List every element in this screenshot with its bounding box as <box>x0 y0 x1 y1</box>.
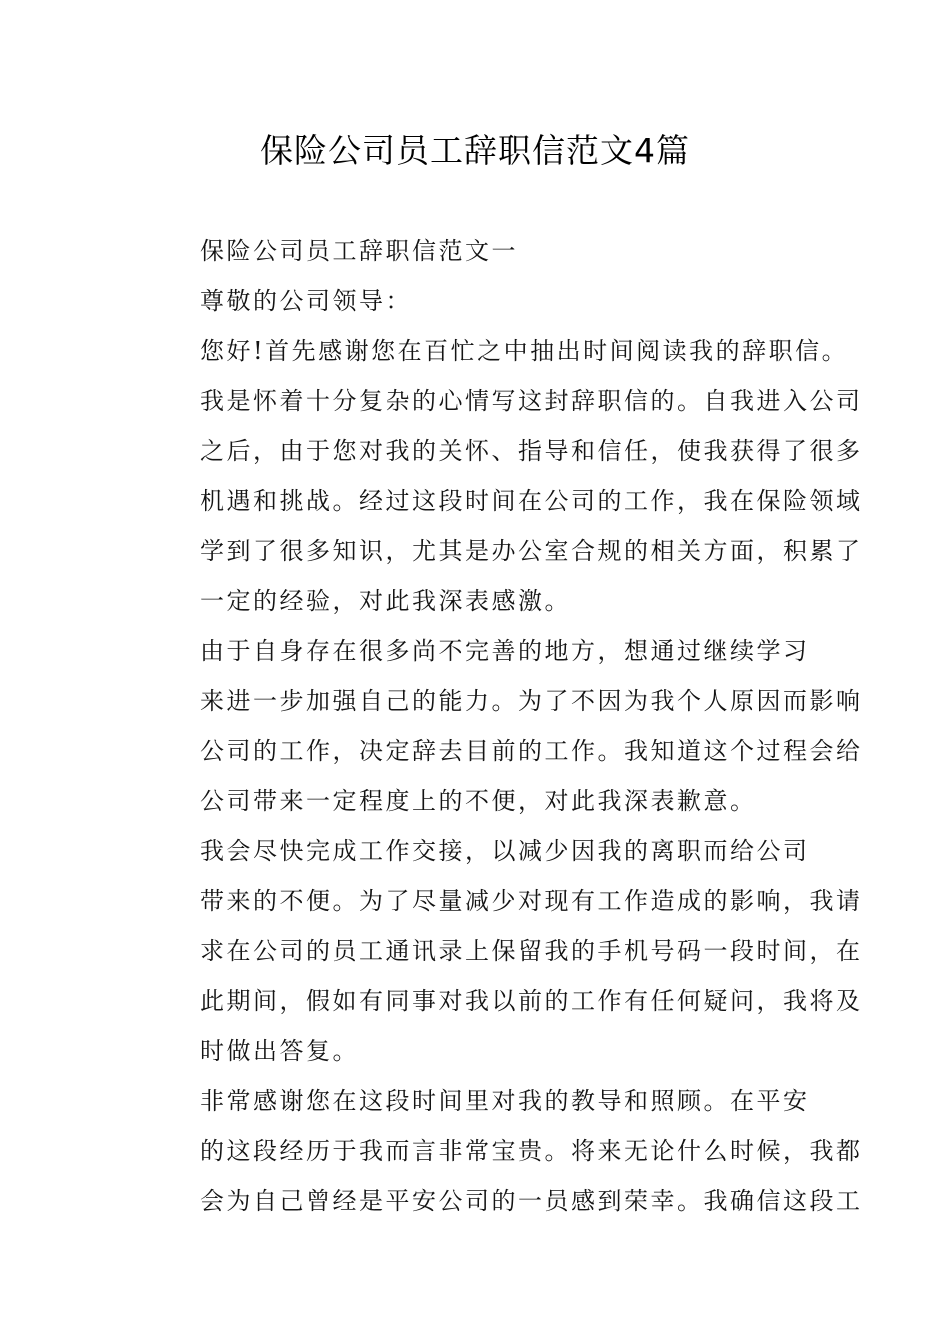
text-line: 公司带来一定程度上的不便，对此我深表歉意。 <box>200 787 757 815</box>
text-line: 的这段经历于我而言非常宝贵。将来无论什么时候，我都 <box>200 1137 863 1165</box>
text-line: 此期间，假如有同事对我以前的工作有任何疑问，我将及 <box>200 987 863 1015</box>
text-line: 我会尽快完成工作交接，以减少因我的离职而给公司 <box>200 837 810 865</box>
text-line: 公司的工作，决定辞去目前的工作。我知道这个过程会给 <box>200 737 863 765</box>
text-line: 尊敬的公司领导： <box>200 287 412 315</box>
text-line: 时做出答复。 <box>200 1037 359 1065</box>
text-line: 机遇和挑战。经过这段时间在公司的工作，我在保险领域 <box>200 487 863 515</box>
text-line: 一定的经验，对此我深表感激。 <box>200 587 571 615</box>
text-line: 带来的不便。为了尽量减少对现有工作造成的影响，我请 <box>200 887 863 915</box>
paragraph-salutation <box>146 276 816 326</box>
text-line: 保险公司员工辞职信范文一 <box>200 237 518 265</box>
text-line: 您好!首先感谢您在百忙之中抽出时间阅读我的辞职信。 <box>200 337 849 365</box>
text-line: 之后，由于您对我的关怀、指导和信任，使我获得了很多 <box>200 437 863 465</box>
document-body <box>146 226 863 1226</box>
text-line: 会为自己曾经是平安公司的一员感到荣幸。我确信这段工 <box>200 1187 863 1215</box>
paragraph-section-heading <box>146 226 816 276</box>
document-title: 保险公司员工辞职信范文4篇 <box>260 131 690 170</box>
paragraph-4 <box>146 1076 863 1226</box>
paragraph-2 <box>146 626 863 826</box>
text-line: 学到了很多知识，尤其是办公室合规的相关方面，积累了 <box>200 537 863 565</box>
text-line: 由于自身存在很多尚不完善的地方，想通过继续学习 <box>200 637 810 665</box>
text-line: 求在公司的员工通讯录上保留我的手机号码一段时间，在 <box>200 937 863 965</box>
paragraph-3 <box>146 826 863 1076</box>
text-line: 非常感谢您在这段时间里对我的教导和照顾。在平安 <box>200 1087 810 1115</box>
paragraph-1 <box>146 326 863 626</box>
text-line: 我是怀着十分复杂的心情写这封辞职信的。自我进入公司 <box>200 387 863 415</box>
text-line: 来进一步加强自己的能力。为了不因为我个人原因而影响 <box>200 687 863 715</box>
